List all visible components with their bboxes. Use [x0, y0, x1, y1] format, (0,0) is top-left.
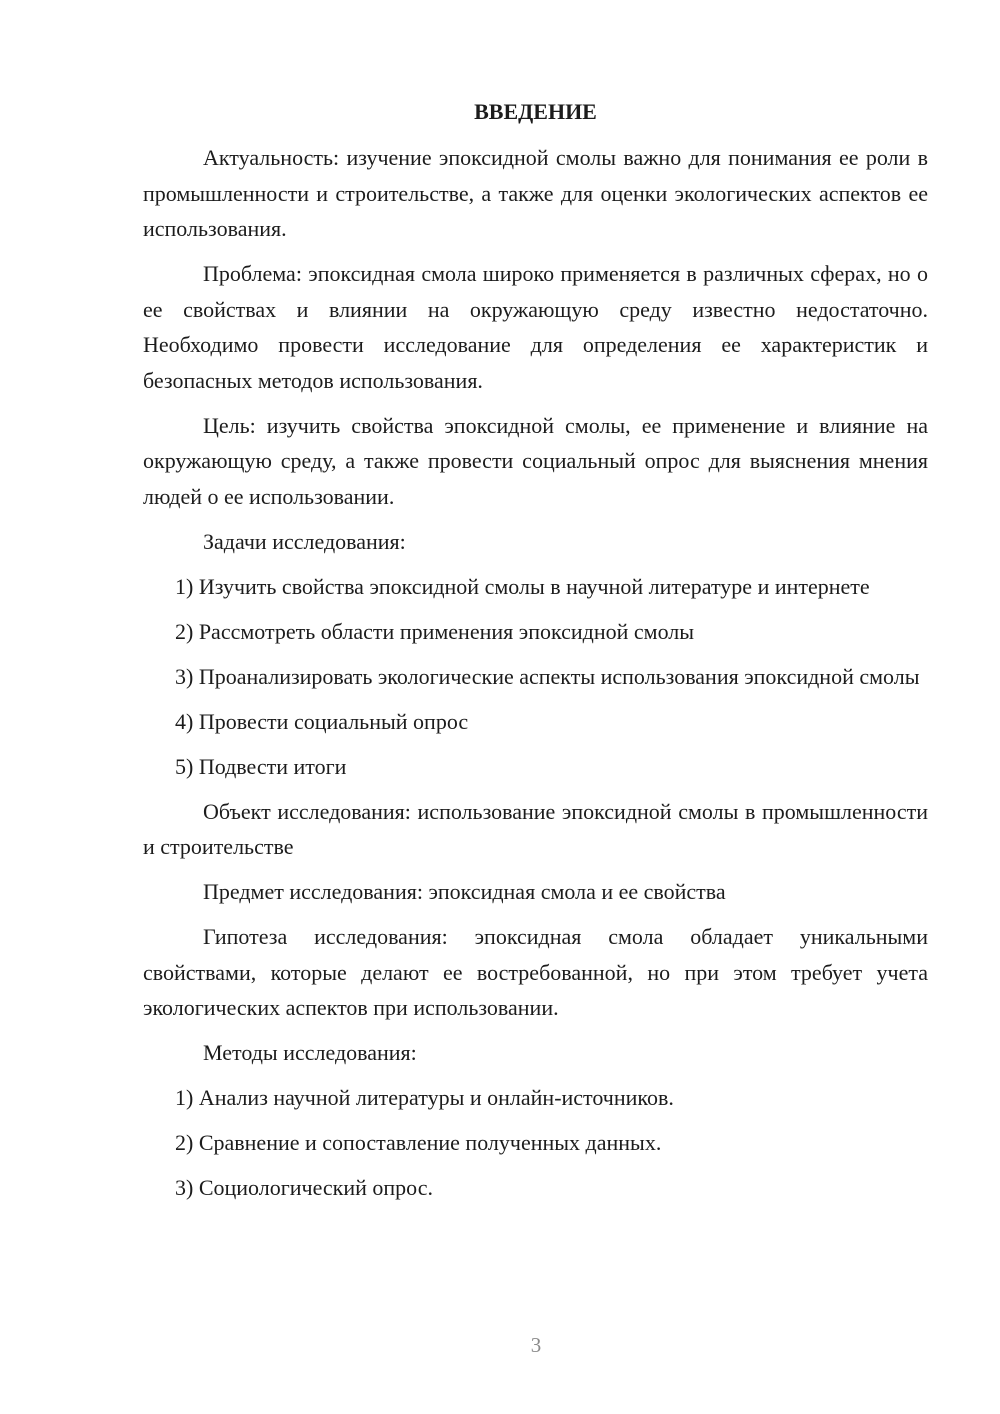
problem-paragraph: Проблема: эпоксидная смола широко применяется в различных сферах, но о ее свойствах и влиянии на окружающую среду известно недостаточно. Необходимо провести исследование для определения ее характеристик и безопасных методов использования.: [143, 261, 928, 393]
page-number: 3: [530, 1333, 542, 1357]
task-item-5: 5) Подвести итоги: [175, 753, 347, 779]
task-item-4: 4) Провести социальный опрос: [175, 708, 469, 734]
method-item-1: 1) Анализ научной литературы и онлайн-источников.: [175, 1085, 674, 1110]
methods-heading: Методы исследования:: [203, 1040, 417, 1065]
tasks-heading: Задачи исследования:: [203, 528, 406, 554]
page-title: ВВЕДЕНИЕ: [474, 99, 597, 124]
document-page: [143, 94, 928, 1215]
task-item-1: 1) Изучить свойства эпоксидной смолы в научной литературе и интернете: [175, 573, 870, 599]
subject-paragraph: Предмет исследования: эпоксидная смола и ее свойства: [203, 879, 726, 904]
object-paragraph: Объект исследования: использование эпоксидной смолы в промышленности и строительстве: [143, 798, 928, 859]
method-item-2: 2) Сравнение и сопоставление полученных данных.: [175, 1130, 662, 1155]
method-item-3: 3) Социологический опрос.: [175, 1175, 433, 1200]
hypothesis-paragraph: Гипотеза исследования: эпоксидная смола обладает уникальными свойствами, которые делают ее востребованной, но при этом требует учета экологических аспектов при использовании.: [143, 924, 928, 1020]
task-item-2: 2) Рассмотреть области применения эпоксидной смолы: [175, 618, 695, 644]
goal-paragraph: Цель: изучить свойства эпоксидной смолы, ее применение и влияние на окружающую среду, а также провести социальный опрос для выяснения мнения людей о ее использовании.: [143, 412, 928, 509]
relevance-paragraph: Актуальность: изучение эпоксидной смолы важно для понимания ее роли в промышленности и строительстве, а также для оценки экологических аспектов ее использования.: [143, 145, 928, 241]
task-item-3: 3) Проанализировать экологические аспекты использования эпоксидной смолы: [175, 663, 920, 689]
